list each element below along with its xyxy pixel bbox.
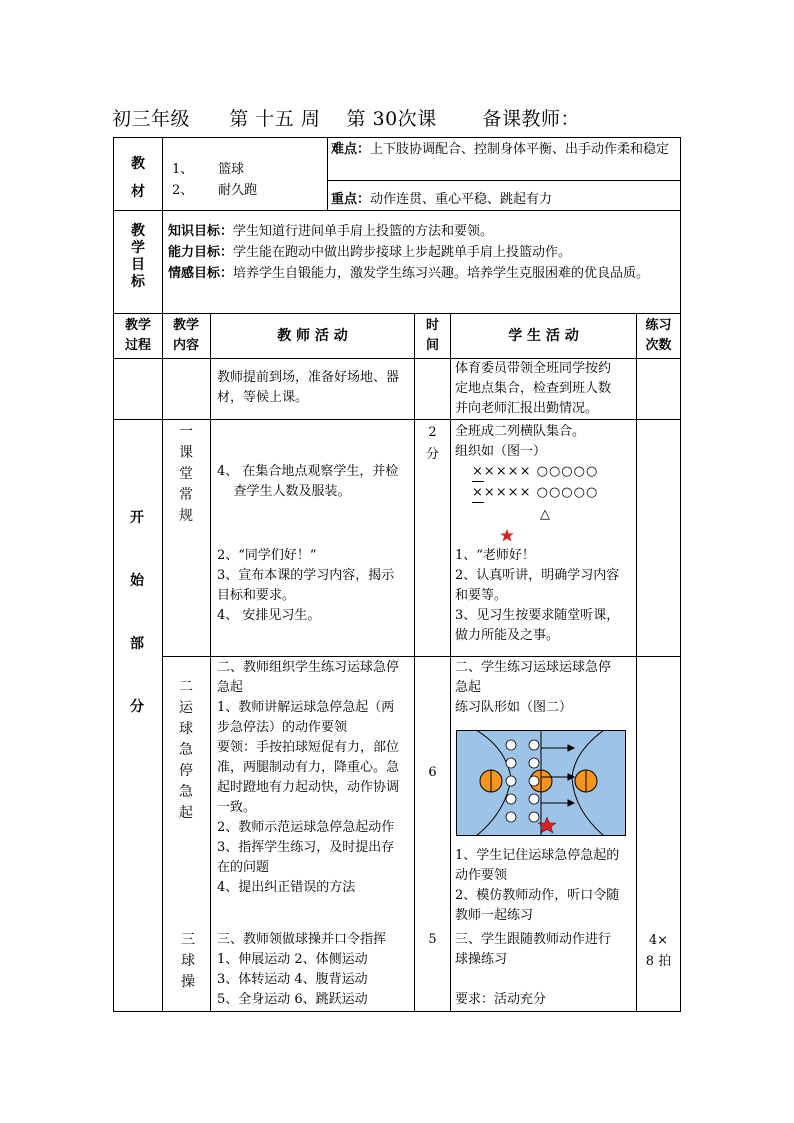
objective-knowledge: 知识目标：学生知道行进间单手肩上投篮的方法和要领。	[168, 224, 494, 239]
ball-exercise-requirement: 要求：活动充分	[455, 992, 547, 1007]
formation-underline-2	[472, 502, 484, 503]
formation-row-1: ××××× ○○○○○	[472, 464, 599, 479]
court-diagram	[456, 730, 626, 836]
objective-ability: 能力目标：学生能在跑动中做出跨步接球上步起跳单手肩上投篮动作。	[168, 245, 572, 260]
ball-exercise-student: 三、学生跟随教师动作进行 球操练习	[455, 932, 612, 967]
header-time: 时 间	[425, 318, 439, 353]
routine-student-b: 1、“老师好！ 2、认真听讲，明确学习内容 和要等。 3、见习生按要求随堂听课， 做力所能及之事。	[455, 548, 620, 643]
header-reps: 练习 次数	[645, 318, 672, 353]
materials-item-2: 2、 耐久跑	[172, 183, 258, 198]
materials-label: 教 材	[131, 156, 145, 200]
key-text: 动作连贯、重心平稳、跳起有力	[370, 192, 553, 207]
header-teacher-activity: 教 师 活 动	[277, 328, 348, 344]
header-process: 教学 过程	[124, 318, 151, 353]
routine-content-label: 一 课 堂 常 规	[179, 424, 193, 524]
objectives-label: 教 学 目 标	[131, 223, 145, 290]
ball-icon	[480, 770, 502, 792]
lesson-header: 初三年级 第 十五 周 第 30次课 备课教师：	[112, 108, 580, 130]
difficulty-text: 上下肢协调配合、控制身体平衡、出手动作柔和稳定	[370, 142, 670, 157]
ball-exercise-reps: 4× 8 拍	[645, 933, 672, 969]
header-student-activity: 学 生 活 动	[508, 328, 579, 344]
routine-time: 2 分	[425, 425, 439, 462]
ball-icon	[575, 770, 597, 792]
dribble-student-b: 1、学生记住运球急停急起的 动作要领 2、模仿教师动作，听口令随 教师一起练习	[455, 848, 620, 923]
section-start-label: 开 始 部 分	[130, 510, 144, 715]
teacher-star-icon	[500, 529, 514, 542]
key-points	[331, 190, 677, 210]
difficulty-label: 难点：	[331, 142, 371, 157]
materials-item-1: 1、 篮球	[172, 162, 245, 177]
dribble-teacher-activity: 二、教师组织学生练习运球急停 急起 1、教师讲解运球急停急起（两 步急停法）的动作要领 要领：手按拍球短促有力，部位 准，两腿制动有力，降重心。急 起时蹬地有力起动快，动作协调 一致。 2、教师示范运球急停急起动作 3、指挥学生练习，及时提出存 在的问题 4、提出纠正错误的方法	[217, 660, 400, 895]
formation-teacher-symbol: △	[540, 507, 550, 522]
formation-underline-1	[472, 481, 484, 482]
key-label: 重点：	[331, 192, 371, 207]
routine-student-a: 全班成二列横队集合。 组织如（图一）	[455, 424, 586, 459]
formation-row-2: ××××× ○○○○○	[472, 485, 599, 500]
pre-student-activity: 体育委员带领全班同学按约 定地点集合，检查到班人数 并向老师汇报出勤情况。	[455, 361, 612, 416]
dribble-time: 6	[428, 765, 437, 780]
difficulty	[331, 140, 677, 159]
pre-teacher-activity: 教师提前到场，准备好场地、器 材，等候上课。	[217, 370, 400, 405]
ball-exercise-time: 5	[428, 932, 437, 947]
routine-teacher-a: 4、 在集合地点观察学生，并检 查学生人数及服装。	[217, 464, 399, 499]
dribble-student-a: 二、学生练习运球运球急停 急起 练习队形如（图二）	[455, 660, 612, 715]
routine-teacher-b: 2、“同学们好！” 3、宣布本课的学习内容，揭示 目标和要求。 4、 安排见习生。	[217, 548, 395, 623]
objective-emotion: 情感目标：培养学生自锻能力，激发学生练习兴趣。培养学生克服困难的优良品质。	[168, 266, 650, 281]
ball-exercise-content-label: 三 球 操	[181, 932, 195, 990]
dribble-content-label: 二 运 球 急 停 急 起	[179, 679, 193, 821]
header-content: 教学 内容	[172, 318, 199, 353]
ball-exercise-teacher: 三、教师领做球操并口令指挥 1、伸展运动 2、体侧运动 3、体转运动 4、腹背运动 5、全身运动 6、跳跃运动	[217, 932, 387, 1007]
